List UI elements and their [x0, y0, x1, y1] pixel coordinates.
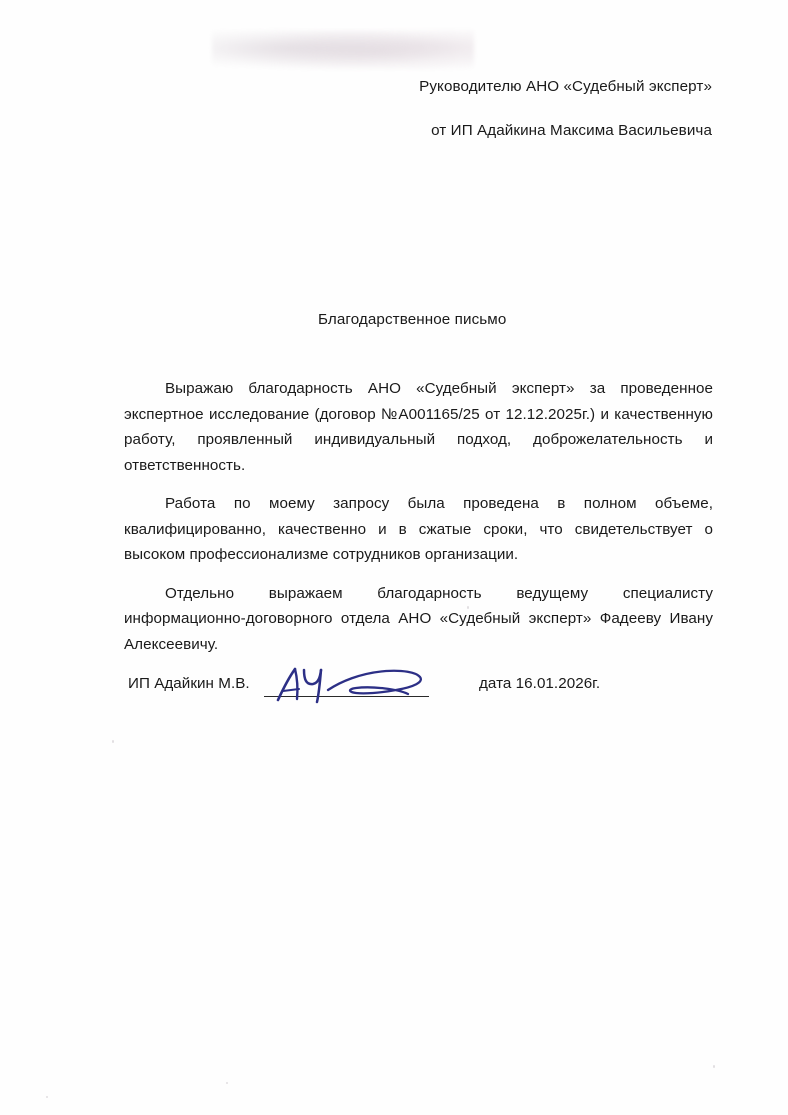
paragraph-specialist: Отдельно выражаем благодарность ведущему специалисту информационно-договорного отдела АНО «Судебный эксперт» Фадееву Ивану Алексеевичу.	[124, 584, 713, 653]
letter-body	[124, 376, 713, 657]
signer-name: ИП Адайкин М.В.	[128, 675, 250, 692]
scan-speck	[226, 1082, 228, 1084]
scan-artifact	[212, 30, 474, 70]
signature-row	[128, 672, 718, 712]
addressee-recipient: Руководителю АНО «Судебный эксперт»	[419, 78, 712, 95]
paragraph-gratitude: Выражаю благодарность АНО «Судебный эксперт» за проведенное экспертное исследование (договор №A001165/25 от 12.12.2025г.) и качественную работу, проявленный индивидуальный подход, доброжелательность и ответственность.	[124, 380, 713, 474]
handwritten-signature-icon	[268, 660, 448, 706]
addressee-block	[124, 76, 712, 142]
signature-date: дата 16.01.2026г.	[479, 675, 601, 692]
scan-speck	[713, 1065, 715, 1068]
document-title: Благодарственное письмо	[318, 311, 507, 328]
addressee-sender: от ИП Адайкина Максима Васильевича	[431, 122, 712, 140]
scan-speck	[112, 740, 114, 743]
paragraph-quality: Работа по моему запросу была проведена в полном объеме, квалифицированно, качественно и в сжатые сроки, что свидетельствует о высоком профессионализме сотрудников организации.	[124, 495, 713, 563]
scan-speck	[46, 1096, 48, 1098]
signature-line	[264, 696, 429, 697]
